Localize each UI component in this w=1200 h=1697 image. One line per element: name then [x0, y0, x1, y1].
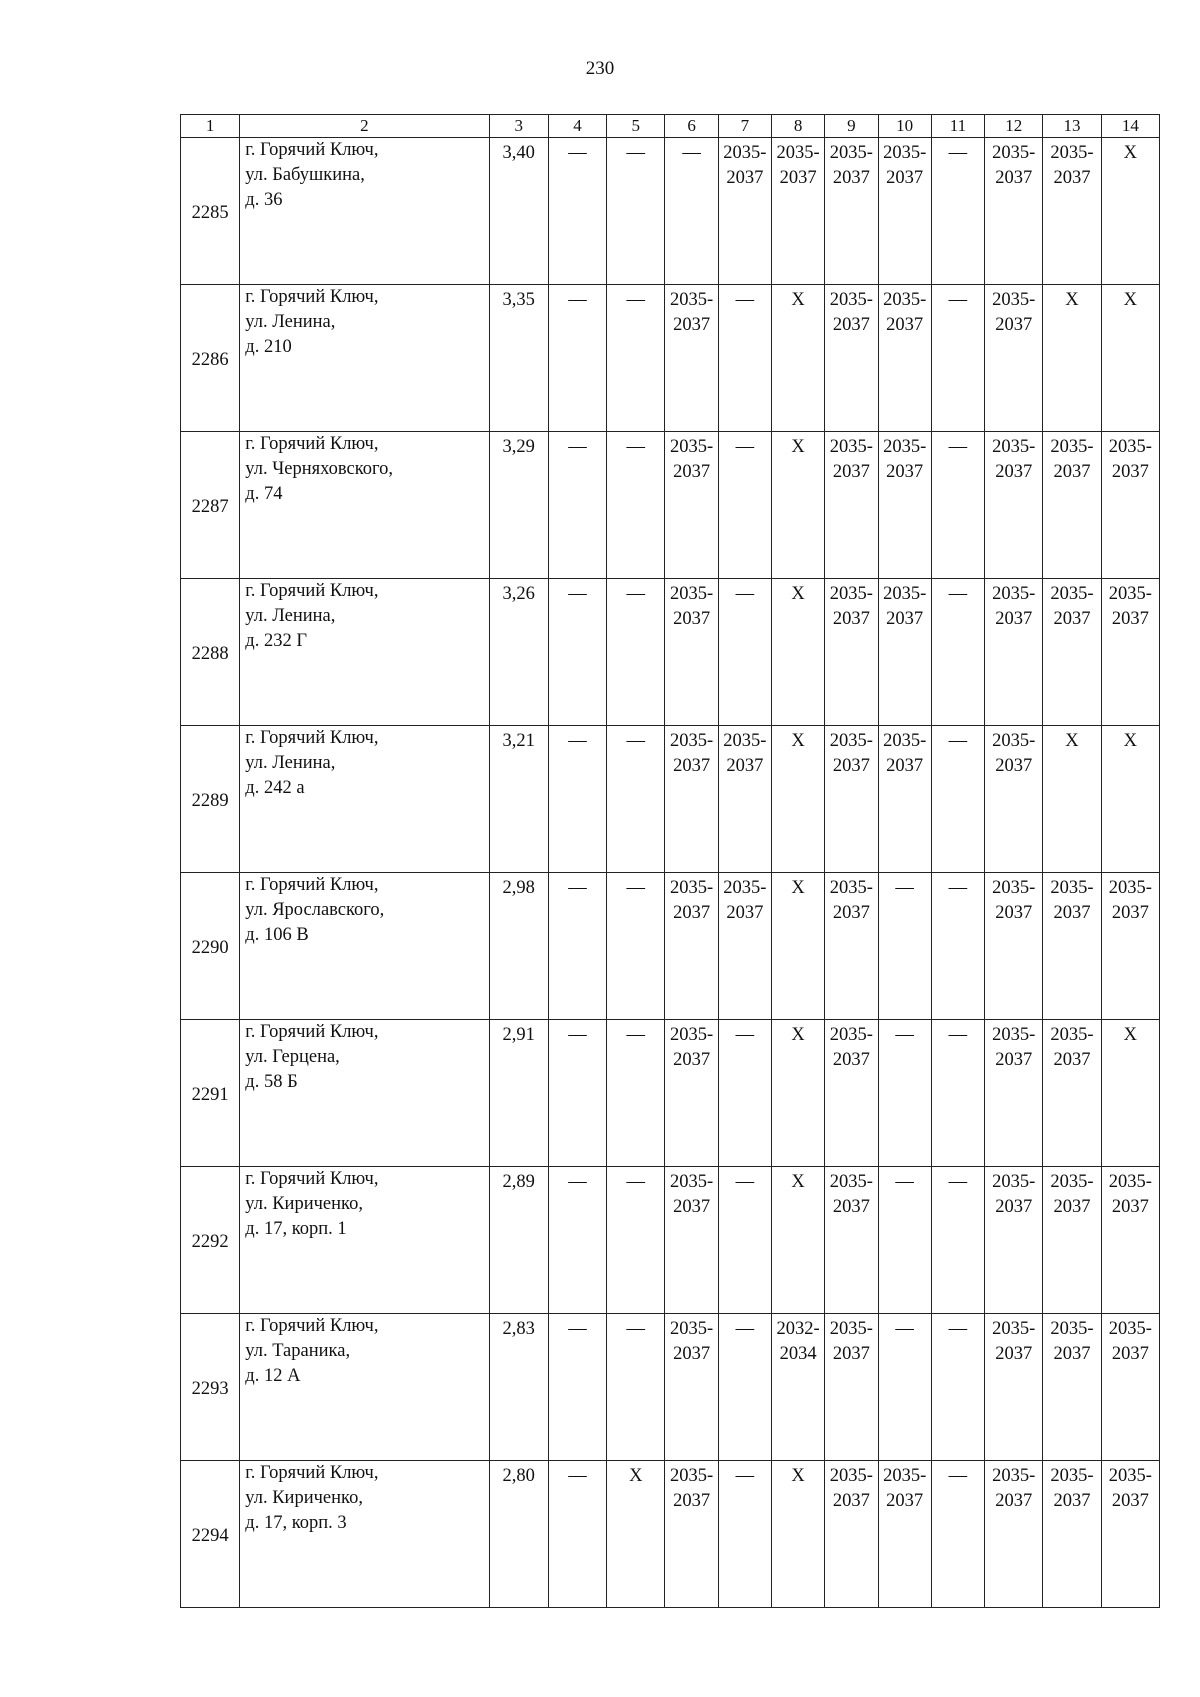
period-cell: 2035- 2037	[1043, 873, 1101, 1020]
period-cell: 2035- 2037	[825, 579, 878, 726]
period-cell: 2035- 2037	[985, 1167, 1043, 1314]
address-cell: г. Горячий Ключ, ул. Ярославского, д. 106 В	[240, 873, 489, 1020]
address-cell: г. Горячий Ключ, ул. Черняховского, д. 74	[240, 432, 489, 579]
period-cell: —	[931, 138, 984, 285]
period-cell: —	[607, 432, 665, 579]
period-cell: 2035- 2037	[1043, 1461, 1101, 1608]
period-cell: Х	[771, 1167, 824, 1314]
column-header: 9	[825, 115, 878, 138]
period-cell: —	[878, 1167, 931, 1314]
row-number: 2285	[191, 202, 229, 223]
period-cell: —	[931, 285, 984, 432]
address-cell: г. Горячий Ключ, ул. Кириченко, д. 17, корп. 1	[240, 1167, 489, 1314]
header-row	[181, 115, 1160, 138]
column-header: 5	[607, 115, 665, 138]
period-cell: 2035- 2037	[718, 138, 771, 285]
period-cell: 2035- 2037	[878, 138, 931, 285]
period-cell: —	[718, 285, 771, 432]
row-number: 2292	[191, 1231, 229, 1252]
row-number-cell	[181, 1461, 240, 1608]
row-number: 2290	[191, 937, 229, 958]
period-cell: 2035- 2037	[718, 726, 771, 873]
period-cell: 2035- 2037	[825, 138, 878, 285]
period-cell: 2035- 2037	[1101, 1167, 1159, 1314]
period-cell: —	[548, 432, 606, 579]
period-cell: 2035- 2037	[985, 579, 1043, 726]
period-cell: 2035- 2037	[718, 873, 771, 1020]
period-cell: Х	[771, 1461, 824, 1608]
table-row	[181, 432, 1160, 579]
column-header: 3	[489, 115, 548, 138]
period-cell: —	[878, 1314, 931, 1461]
period-cell: —	[878, 1020, 931, 1167]
period-cell: —	[607, 138, 665, 285]
period-cell: 2035- 2037	[1043, 138, 1101, 285]
period-cell: 2035- 2037	[878, 285, 931, 432]
column-header: 7	[718, 115, 771, 138]
column-header: 6	[665, 115, 718, 138]
column-header: 13	[1043, 115, 1101, 138]
period-cell: —	[607, 1314, 665, 1461]
table-row	[181, 1020, 1160, 1167]
period-cell: 2035- 2037	[665, 432, 718, 579]
period-cell: —	[548, 1314, 606, 1461]
period-cell: Х	[771, 726, 824, 873]
period-cell: —	[931, 726, 984, 873]
period-cell: 2035- 2037	[985, 432, 1043, 579]
period-cell: —	[718, 1020, 771, 1167]
period-cell: —	[931, 873, 984, 1020]
period-cell: Х	[1101, 726, 1159, 873]
period-cell: —	[665, 138, 718, 285]
period-cell: Х	[1101, 285, 1159, 432]
row-number: 2289	[191, 790, 229, 811]
table-row	[181, 1461, 1160, 1608]
period-cell: 2035- 2037	[985, 873, 1043, 1020]
column-header: 11	[931, 115, 984, 138]
period-cell: 2035- 2037	[665, 1314, 718, 1461]
period-cell: —	[548, 1020, 606, 1167]
period-cell: —	[548, 1167, 606, 1314]
period-cell: 2035- 2037	[825, 1314, 878, 1461]
row-number-cell	[181, 726, 240, 873]
period-cell: —	[718, 432, 771, 579]
period-cell: —	[931, 1167, 984, 1314]
period-cell: —	[607, 1020, 665, 1167]
period-cell: 2035- 2037	[665, 579, 718, 726]
address-cell: г. Горячий Ключ, ул. Ленина, д. 232 Г	[240, 579, 489, 726]
period-cell: 2032- 2034	[771, 1314, 824, 1461]
period-cell: 2035- 2037	[878, 432, 931, 579]
period-cell: 2035- 2037	[985, 1020, 1043, 1167]
period-cell: —	[548, 1461, 606, 1608]
period-cell: —	[548, 138, 606, 285]
period-cell: 2035- 2037	[1101, 873, 1159, 1020]
period-cell: —	[607, 285, 665, 432]
period-cell: —	[548, 873, 606, 1020]
row-number-cell	[181, 285, 240, 432]
period-cell: 2035- 2037	[878, 579, 931, 726]
row-number-cell	[181, 1020, 240, 1167]
period-cell: 2035- 2037	[825, 1461, 878, 1608]
period-cell: —	[718, 1314, 771, 1461]
column-header: 4	[548, 115, 606, 138]
period-cell: 2035- 2037	[1101, 1461, 1159, 1608]
column-header: 2	[240, 115, 489, 138]
period-cell: —	[607, 1167, 665, 1314]
period-cell: —	[931, 1314, 984, 1461]
row-number-cell	[181, 138, 240, 285]
period-cell: 2035- 2037	[1043, 1167, 1101, 1314]
period-cell: 2035- 2037	[985, 138, 1043, 285]
table-row	[181, 726, 1160, 873]
column-header: 8	[771, 115, 824, 138]
period-cell: —	[718, 579, 771, 726]
period-cell: Х	[1101, 138, 1159, 285]
value-cell: 2,83	[489, 1314, 548, 1461]
table-row	[181, 285, 1160, 432]
period-cell: Х	[1043, 285, 1101, 432]
period-cell: 2035- 2037	[825, 1167, 878, 1314]
period-cell: 2035- 2037	[985, 285, 1043, 432]
row-number: 2288	[191, 643, 229, 664]
row-number-cell	[181, 873, 240, 1020]
period-cell: Х	[771, 873, 824, 1020]
period-cell: 2035- 2037	[665, 726, 718, 873]
address-cell: г. Горячий Ключ, ул. Герцена, д. 58 Б	[240, 1020, 489, 1167]
period-cell: —	[607, 873, 665, 1020]
address-cell: г. Горячий Ключ, ул. Бабушкина, д. 36	[240, 138, 489, 285]
period-cell: Х	[771, 285, 824, 432]
column-header: 10	[878, 115, 931, 138]
period-cell: Х	[771, 579, 824, 726]
row-number-cell	[181, 579, 240, 726]
period-cell: Х	[1043, 726, 1101, 873]
value-cell: 3,29	[489, 432, 548, 579]
period-cell: 2035- 2037	[825, 432, 878, 579]
period-cell: 2035- 2037	[825, 285, 878, 432]
period-cell: 2035- 2037	[985, 726, 1043, 873]
period-cell: —	[718, 1167, 771, 1314]
page-number: 230	[585, 58, 615, 79]
value-cell: 3,21	[489, 726, 548, 873]
period-cell: Х	[1101, 1020, 1159, 1167]
period-cell: —	[931, 432, 984, 579]
period-cell: 2035- 2037	[1043, 579, 1101, 726]
period-cell: 2035- 2037	[665, 1167, 718, 1314]
value-cell: 2,91	[489, 1020, 548, 1167]
row-number: 2287	[191, 496, 229, 517]
period-cell: 2035- 2037	[1101, 432, 1159, 579]
column-header: 14	[1101, 115, 1159, 138]
period-cell: 2035- 2037	[878, 1461, 931, 1608]
column-header: 12	[985, 115, 1043, 138]
period-cell: —	[718, 1461, 771, 1608]
period-cell: Х	[771, 432, 824, 579]
table-row	[181, 1167, 1160, 1314]
period-cell: 2035- 2037	[1043, 1314, 1101, 1461]
row-number: 2291	[191, 1084, 229, 1105]
period-cell: —	[931, 1020, 984, 1167]
period-cell: 2035- 2037	[1101, 579, 1159, 726]
table-row	[181, 138, 1160, 285]
period-cell: —	[548, 579, 606, 726]
data-table	[180, 114, 1160, 1608]
period-cell: —	[878, 873, 931, 1020]
period-cell: Х	[607, 1461, 665, 1608]
period-cell: 2035- 2037	[985, 1461, 1043, 1608]
value-cell: 2,89	[489, 1167, 548, 1314]
value-cell: 3,35	[489, 285, 548, 432]
period-cell: Х	[771, 1020, 824, 1167]
period-cell: —	[931, 579, 984, 726]
period-cell: 2035- 2037	[1043, 432, 1101, 579]
table-row	[181, 873, 1160, 1020]
column-header: 1	[181, 115, 240, 138]
value-cell: 2,80	[489, 1461, 548, 1608]
period-cell: 2035- 2037	[985, 1314, 1043, 1461]
period-cell: 2035- 2037	[665, 285, 718, 432]
period-cell: 2035- 2037	[878, 726, 931, 873]
value-cell: 3,26	[489, 579, 548, 726]
row-number-cell	[181, 1167, 240, 1314]
row-number-cell	[181, 432, 240, 579]
period-cell: 2035- 2037	[1043, 1020, 1101, 1167]
row-number: 2293	[191, 1378, 229, 1399]
row-number: 2286	[191, 349, 229, 370]
period-cell: —	[548, 285, 606, 432]
period-cell: 2035- 2037	[825, 726, 878, 873]
period-cell: —	[607, 726, 665, 873]
address-cell: г. Горячий Ключ, ул. Тараника, д. 12 А	[240, 1314, 489, 1461]
value-cell: 3,40	[489, 138, 548, 285]
period-cell: 2035- 2037	[825, 873, 878, 1020]
table-row	[181, 1314, 1160, 1461]
period-cell: 2035- 2037	[665, 1020, 718, 1167]
row-number-cell	[181, 1314, 240, 1461]
period-cell: 2035- 2037	[825, 1020, 878, 1167]
period-cell: —	[548, 726, 606, 873]
period-cell: 2035- 2037	[665, 1461, 718, 1608]
period-cell: —	[931, 1461, 984, 1608]
period-cell: 2035- 2037	[665, 873, 718, 1020]
period-cell: 2035- 2037	[771, 138, 824, 285]
value-cell: 2,98	[489, 873, 548, 1020]
period-cell: —	[607, 579, 665, 726]
address-cell: г. Горячий Ключ, ул. Ленина, д. 242 а	[240, 726, 489, 873]
period-cell: 2035- 2037	[1101, 1314, 1159, 1461]
table-row	[181, 579, 1160, 726]
address-cell: г. Горячий Ключ, ул. Ленина, д. 210	[240, 285, 489, 432]
row-number: 2294	[191, 1525, 229, 1546]
address-cell: г. Горячий Ключ, ул. Кириченко, д. 17, корп. 3	[240, 1461, 489, 1608]
